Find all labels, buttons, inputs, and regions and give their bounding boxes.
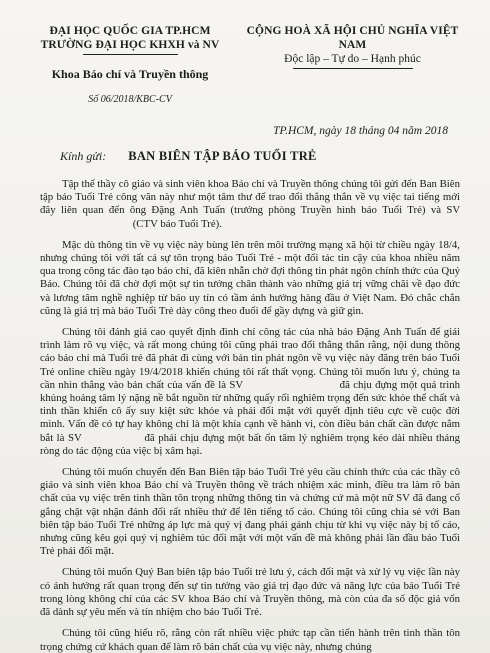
national-motto: Độc lập – Tự do – Hạnh phúc (284, 53, 421, 65)
sender-underline (83, 54, 178, 55)
department-name: Khoa Báo chí và Truyền thông (51, 67, 209, 81)
paragraph-3-tail: đã phải chịu đựng một bất ổn tâm lý nghiêm trọng kéo dài nhiều tháng ròng do tác động của việc bị xâm hại. (40, 431, 460, 457)
university-name: ĐẠI HỌC QUỐC GIA TP.HCM (49, 25, 211, 37)
paragraph-3 (40, 326, 460, 458)
paragraph-6-text: Chúng tôi cũng hiểu rõ, rằng còn rất nhiều việc phức tạp cần tiến hành trên tinh thần tôn trọng chứng cứ khách quan để làm rõ bản chất của vụ việc này, nhưng chúng (40, 627, 460, 653)
paragraph-4 (40, 466, 460, 558)
paragraph-3-middle: đã chịu đựng một quá trình khủng hoảng tâm lý nặng nề bắt nguồn từ những quấy rối nghiêm trọng đến sức khỏe thể chất và tinh thần khiến cô ấy suy kiệt sức khỏe và phải đối mặt với quyết định tiêu cực về cuộc đời mình. Vấn đề có tự hay không chỉ là một khía cạnh về hành vi, còn điều bản chất cần được nắm bắt là SV (40, 378, 461, 444)
paragraph-5 (40, 566, 460, 619)
paragraph-2 (40, 239, 460, 318)
paragraph-4-text: Chúng tôi muốn chuyển đến Ban Biên tập báo Tuổi Trẻ yêu cầu chính thức của các thầy cô giáo và sinh viên khoa Báo chí và Truyền thông về trách nhiệm xác minh, điều tra làm rõ bản chất của vụ việc trên tinh thần tôn trọng những thông tin và chứng cứ mà một nữ SV đã đang cố gắng chật vật nhặn đánh đổi rất nhiều thứ để lên tiếng tố cáo. Chúng tôi cũng chia sẻ với Ban biên tập báo Tuổi Trẻ những áp lực mà quý vị đang phải gánh chịu từ khi vụ việc này bị tố cáo, nhưng cũng kêu gọi quý vị nghiêm túc đối mặt với một vấn đề mà không phải lần đầu báo Tuổi Trẻ phải đối mặt. (40, 466, 460, 558)
paragraph-1 (40, 178, 460, 231)
recipient: BAN BIÊN TẬP BÁO TUỔI TRẺ (128, 149, 317, 163)
school-name: TRƯỜNG ĐẠI HỌC KHXH và NV (40, 39, 220, 51)
greeting-label: Kính gửi: (60, 149, 107, 163)
paragraph-6 (40, 627, 460, 653)
greeting (40, 149, 460, 164)
paragraph-3-text: Chúng tôi đánh giá cao quyết định đình chỉ công tác của nhà báo Đặng Anh Tuấn để giải trình làm rõ vụ việc, và rất mong chúng tôi cũng phải trao đổi thẳng thắn rằng, nội dung thông cáo báo chí mà Tuổi trẻ đã phát đi cùng với bản tin phát ngôn về vụ việc này đăng trên báo Tuổi Trẻ online chiều ngày 19/4/2018 khiến chúng tôi rất thất vọng. Chúng tôi muốn lưu ý, chúng ta cần nhìn thẳng vào bản chất của vấn đề là SV (40, 326, 460, 391)
letter-body (40, 178, 460, 653)
national-block (245, 24, 460, 107)
sender-block (40, 24, 220, 107)
motto-underline (293, 68, 413, 69)
letter-header (40, 24, 460, 107)
paragraph-5-text: Chúng tôi muốn Quý Ban biên tập báo Tuổi trẻ lưu ý, cách đối mặt và xử lý vụ việc lần này có ảnh hưởng rất quan trọng đến sự tin tưởng vào giá trị đạo đức và năng lực của báo Tuổi Trẻ trong lòng không chỉ của các SV khoa Báo chí và Truyền thông, mà còn của đa số độc giả vốn đã dành sự yêu mến và tín nhiệm cho báo Tuổi Trẻ. (40, 566, 460, 619)
paragraph-1-tail: (CTV báo Tuổi Trẻ). (132, 217, 222, 230)
nation-title: CỘNG HOÀ XÃ HỘI CHỦ NGHĨA VIỆT NAM (246, 25, 459, 51)
reference-number: Số 06/2018/KBC-CV (88, 94, 172, 105)
paragraph-2-text: Mặc dù thông tin về vụ việc này bùng lên trên môi trường mạng xã hội từ chiều ngày 18/4, nhưng chúng tôi với tất cả sự tôn trọng báo Tuổi Trẻ - một đối tác tin cậy của khoa nhiều năm qua trong công tác đào tạo báo chí, đã kiên nhẫn chờ đợi thông tin phát ngôn chính thức của Quý Báo. Chúng tôi đã chờ đợi một sự tin tưởng chân thành vào những giá trị vững chãi về đạo đức và lương tâm nghề nghiệp từ báo uy tín có tầm ảnh hưởng hàng đầu ở Việt Nam. Đó chắc chắn cũng là giá trị mà báo Tuổi Trẻ dày công theo đuổi để gầy dựng và giữ gìn. (40, 238, 460, 317)
paragraph-1-text: Tập thể thầy cô giáo và sinh viên khoa Báo chí và Truyền thông chúng tôi gửi đến Ban Biên tập báo Tuổi Trẻ công văn này như một tâm thư để trao đổi thẳng thắn về vụ việc tai tiếng mới đây liên quan đến ông Đặng Anh Tuấn (trưởng phòng Truyền hình báo Tuổi Trẻ) và SV (40, 178, 460, 217)
dateline: TP.HCM, ngày 18 tháng 04 năm 2018 (273, 125, 448, 137)
